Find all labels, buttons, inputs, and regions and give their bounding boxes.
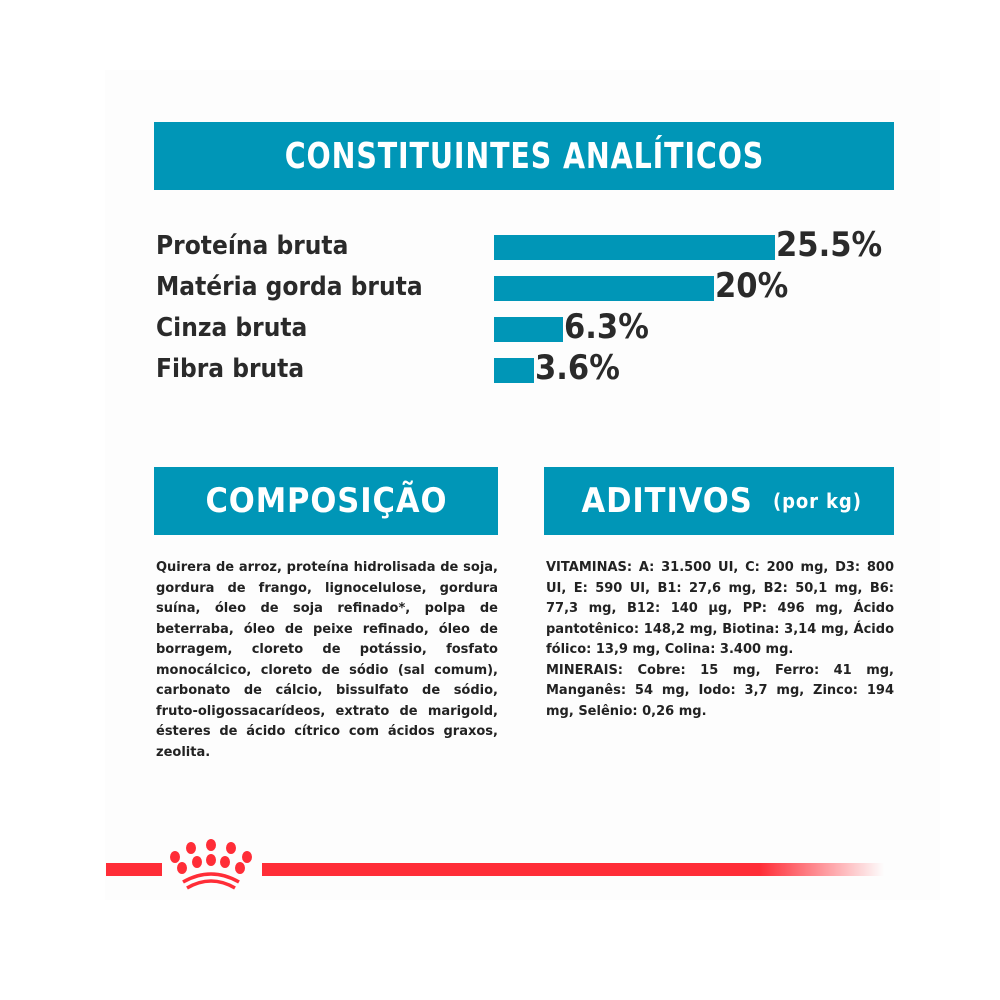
analytics-row: [156, 225, 916, 269]
composition-paragraph: Quirera de arroz, proteína hidrolisada de soja, gordura de frango, lignocelulose, gordura suína, óleo de soja refinado*, polpa de beterraba, óleo de peixe refinado, óleo de borragem, cloreto de potássio, fosfato monocálcico, cloreto de sódio (sal comum), carbonato de cálcio, bissulfato de sódio, fruto-oligossacarídeos, extrato de marigold, ésteres de ácido cítrico com ácidos graxos, zeolita.: [156, 560, 498, 760]
brand-line-left: [106, 863, 162, 876]
row-label: Fibra bruta: [156, 354, 305, 384]
composition-text: [156, 558, 498, 763]
row-bar: [494, 235, 775, 260]
vitamins-paragraph: VITAMINAS: A: 31.500 UI, C: 200 mg, D3: 800 UI, E: 590 UI, B1: 27,6 mg, B2: 50,1 mg, B6: 77,3 mg, B12: 140 µg, PP: 496 mg, Ácido pantotênico: 148,2 mg, Biotina: 3,14 mg, Ácido fólico: 13,9 mg, Colina: 3.400 mg.: [546, 560, 894, 657]
minerals-paragraph: MINERAIS: Cobre: 15 mg, Ferro: 41 mg, Manganês: 54 mg, Iodo: 3,7 mg, Zinco: 194 mg, Selênio: 0,26 mg.: [546, 662, 894, 719]
row-bar: [494, 317, 563, 342]
analytics-title-banner: [154, 122, 894, 190]
analytics-title: CONSTITUINTES ANALÍTICOS: [284, 135, 764, 177]
row-label: Matéria gorda bruta: [156, 272, 423, 302]
row-value: 20%: [715, 266, 789, 306]
composition-title: COMPOSIÇÃO: [205, 481, 447, 521]
row-value: 3.6%: [535, 348, 620, 388]
row-bar: [494, 358, 534, 383]
brand-line-right: [262, 863, 884, 876]
analytics-row: [156, 266, 916, 310]
royal-canin-crown-icon: [163, 838, 259, 890]
additives-title: ADITIVOS: [581, 481, 753, 521]
row-value: 25.5%: [776, 225, 883, 265]
row-label: Cinza bruta: [156, 313, 308, 343]
additives-text: [546, 558, 894, 722]
row-label: Proteína bruta: [156, 231, 349, 261]
analytics-row: [156, 307, 916, 351]
composition-title-banner: [154, 467, 498, 535]
analytics-row: [156, 348, 916, 392]
row-value: 6.3%: [564, 307, 649, 347]
row-bar: [494, 276, 714, 301]
additives-subtitle: (por kg): [772, 489, 862, 513]
additives-title-banner: [544, 467, 894, 535]
